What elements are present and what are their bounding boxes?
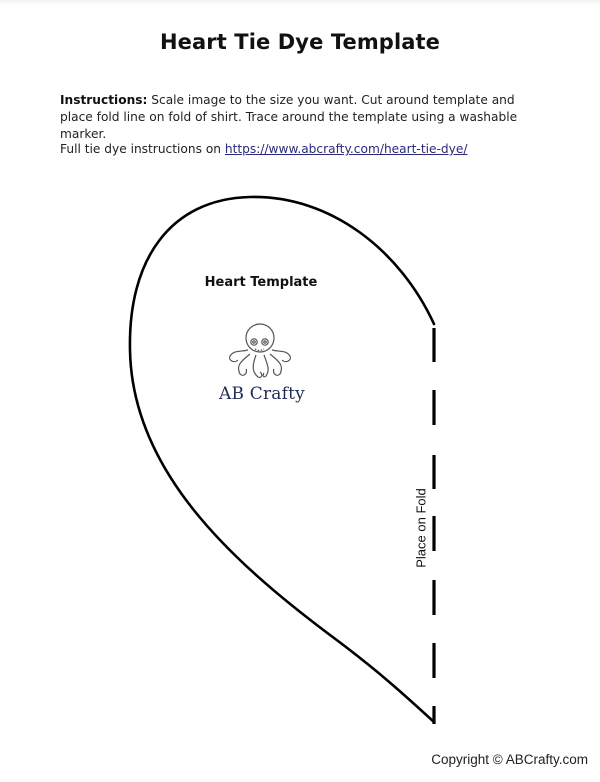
instructions-label: Instructions: (60, 93, 148, 107)
place-on-fold-label: Place on Fold (413, 488, 429, 568)
full-instructions-link[interactable]: https://www.abcrafty.com/heart-tie-dye/ (224, 142, 468, 156)
instructions-text: Scale image to the size you want. Cut around template and place fold line on fold of shirt. Trace around the template using a washable marker. (60, 93, 518, 141)
copyright-text: Copyright © ABCrafty.com (431, 752, 588, 767)
heart-template-label: Heart Template (204, 275, 318, 290)
full-instructions-prefix: Full tie dye instructions on (60, 142, 225, 156)
logo-text: AB Crafty (219, 384, 305, 404)
page-title: Heart Tie Dye Template (160, 30, 440, 54)
